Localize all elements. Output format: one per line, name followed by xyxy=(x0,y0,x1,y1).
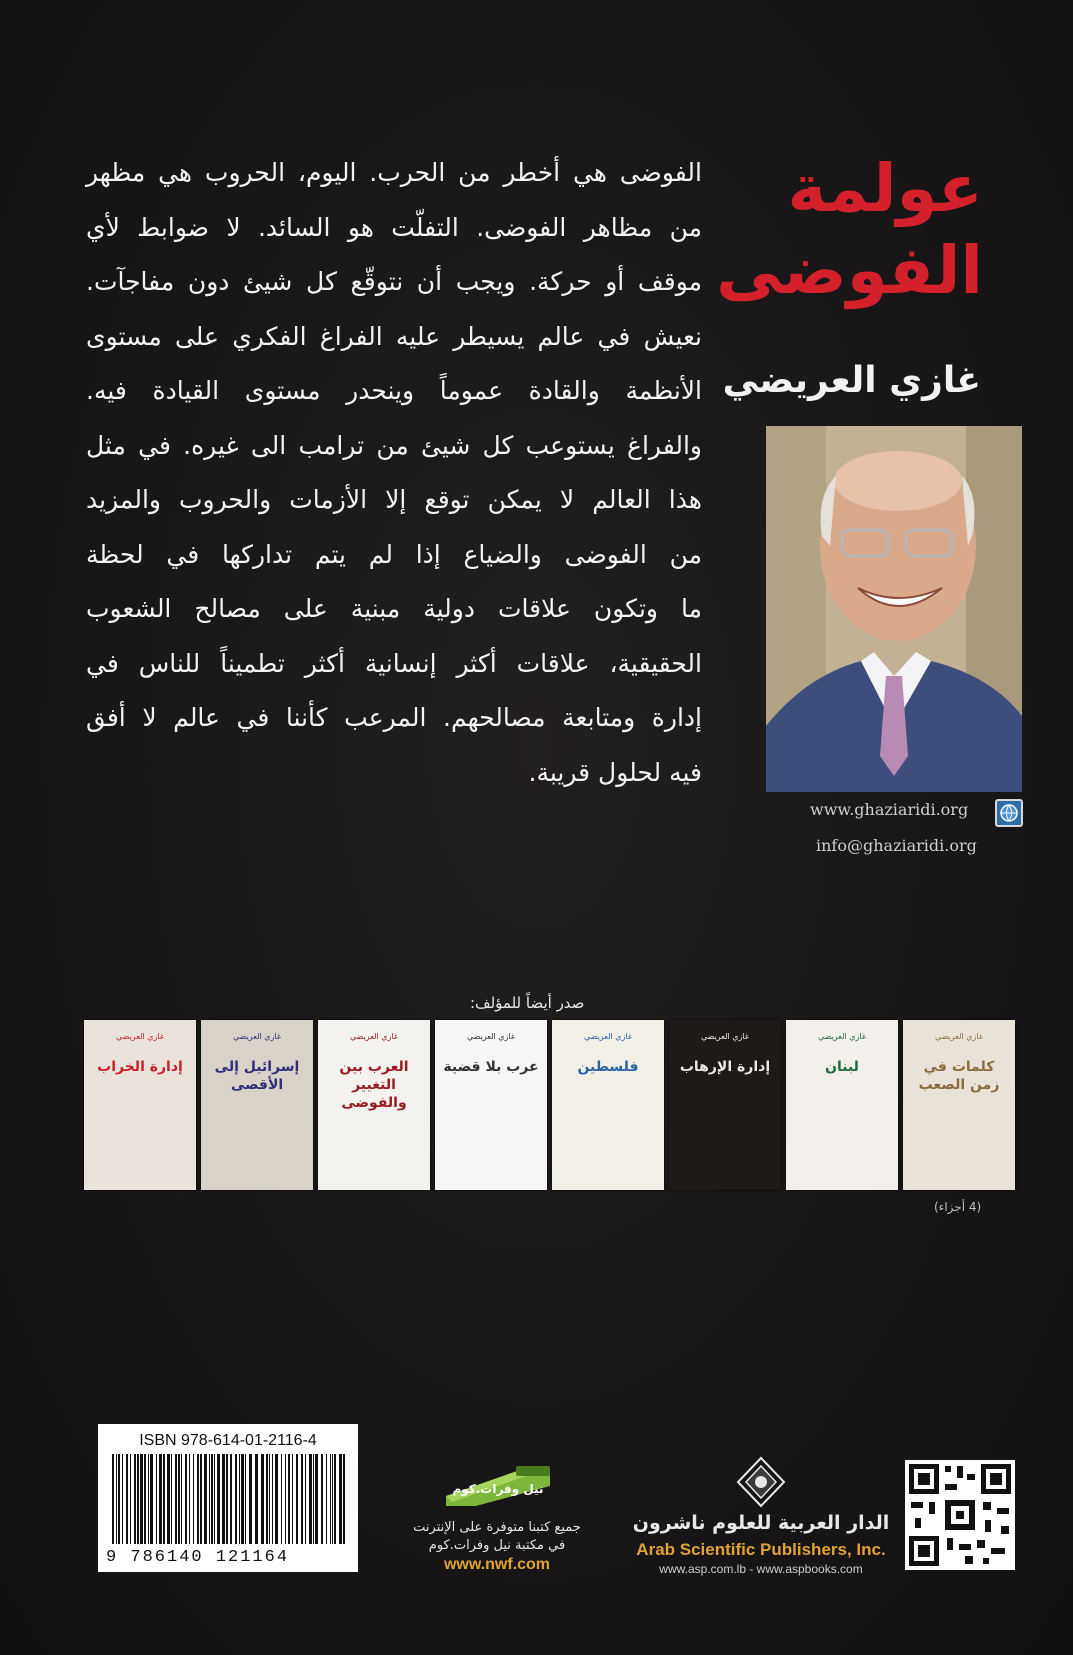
book-thumbnail xyxy=(318,1020,430,1190)
barcode-bar xyxy=(313,1454,314,1544)
nwf-logo-text: نيل وفرات.كوم xyxy=(452,1482,544,1496)
barcode-bar xyxy=(209,1454,210,1544)
barcode-bar xyxy=(326,1454,327,1544)
barcode-bar xyxy=(292,1454,293,1544)
barcode-bar xyxy=(204,1454,207,1544)
publisher-logo-icon xyxy=(736,1456,786,1510)
barcode-bar xyxy=(140,1454,143,1544)
also-by-author-books xyxy=(84,1020,1020,1190)
nwf-line-1: جميع كتبنا متوفرة على الإنترنت xyxy=(413,1520,581,1535)
barcode-bar xyxy=(269,1454,270,1544)
barcode-bar xyxy=(315,1454,318,1544)
book-title: عرب بلا قضية xyxy=(443,1059,539,1075)
qr-code-icon xyxy=(905,1460,1015,1570)
also-by-author-heading: صدر أيضاً للمؤلف: xyxy=(470,994,585,1012)
blurb-line: ما وتكون علاقات دولية مبنية على مصالح الشعوب xyxy=(86,594,702,623)
barcode-bar xyxy=(321,1454,323,1544)
barcode-bar xyxy=(150,1454,153,1544)
book-author: غازي العريضي xyxy=(115,1032,165,1041)
barcode-bar xyxy=(249,1454,252,1544)
barcode-bar xyxy=(330,1454,331,1544)
book-title: إدارة الإرهاب xyxy=(679,1059,771,1075)
author-portrait-illustration xyxy=(766,426,1022,792)
nwf-line-2: في مكتبة نيل وفرات.كوم xyxy=(428,1538,566,1553)
book-thumbnail xyxy=(435,1020,547,1190)
barcode-bar xyxy=(171,1454,172,1544)
barcode-bar xyxy=(130,1454,131,1544)
barcode-bar xyxy=(112,1454,114,1544)
barcode-bar xyxy=(181,1454,182,1544)
isbn-barcode xyxy=(98,1424,358,1572)
barcode-bar xyxy=(200,1454,202,1544)
barcode-bar xyxy=(226,1454,228,1544)
book-author: غازي العريضي xyxy=(583,1032,633,1041)
blurb-line: نعيش في عالم يسيطر عليه الفراغ الفكري على مستوى xyxy=(86,321,702,351)
barcode-bar xyxy=(285,1454,286,1544)
barcode-bar xyxy=(309,1454,312,1544)
barcode-bar xyxy=(122,1454,123,1544)
barcode-bar xyxy=(185,1454,187,1544)
book-title: لبنان xyxy=(825,1059,859,1075)
barcode-bar xyxy=(261,1454,264,1544)
book-thumbnail xyxy=(84,1020,196,1190)
barcode-bar xyxy=(156,1454,157,1544)
barcode-bar xyxy=(245,1454,246,1544)
book-title: فلسطين xyxy=(577,1059,639,1075)
author-photo xyxy=(766,426,1022,792)
barcode-bar xyxy=(178,1454,180,1544)
barcode-bar xyxy=(175,1454,177,1544)
barcode-bar xyxy=(288,1454,290,1544)
book-author: غازي العريضي xyxy=(817,1032,867,1041)
book-thumbnail xyxy=(669,1020,781,1190)
blurb-line: الأنظمة والقادة عموماً وينحدر مستوى القيادة فيه. xyxy=(86,376,702,405)
barcode-bar xyxy=(305,1454,306,1544)
barcode-bar xyxy=(275,1454,278,1544)
barcode-bar xyxy=(159,1454,162,1544)
book-thumbnail xyxy=(903,1020,1015,1190)
book-author: غازي العريضي xyxy=(232,1032,282,1041)
barcode-bar xyxy=(148,1454,149,1544)
qr-code xyxy=(905,1460,1015,1570)
book-title: العرب بين التغيير والفوضى xyxy=(339,1059,409,1111)
barcode-bar xyxy=(214,1454,215,1544)
publisher-name-english: Arab Scientific Publishers, Inc. xyxy=(636,1540,886,1559)
barcode-bar xyxy=(116,1454,117,1544)
blurb-line: والفراغ يستوعب كل شيئ من ترامب الى غيره. في مثل xyxy=(86,430,702,460)
blurb-line: موقف أو حركة. ويجب أن نتوقّع كل شيئ دون مفاجآت. xyxy=(86,267,702,296)
barcode-bar xyxy=(126,1454,128,1544)
globe-icon xyxy=(995,799,1023,827)
book-thumbnail xyxy=(552,1020,664,1190)
blurb-line: من مظاهر الفوضى. التفلّت هو السائد. لا ضوابط لأي xyxy=(86,212,702,242)
book-author: غازي العريضي xyxy=(466,1032,516,1041)
barcode-bar xyxy=(193,1454,194,1544)
barcode-bar xyxy=(301,1454,303,1544)
isbn-label: ISBN 978-614-01-2116-4 xyxy=(139,1432,317,1449)
barcode-bar xyxy=(343,1454,345,1544)
barcode-bar xyxy=(339,1454,342,1544)
blurb-text xyxy=(86,146,702,800)
blurb-line: الفوضى هي أخطر من الحرب. اليوم، الحروب هي مظهر xyxy=(86,158,702,187)
barcode-bar xyxy=(167,1454,170,1544)
barcode-bar xyxy=(272,1454,273,1544)
book-author: غازي العريضي xyxy=(934,1032,984,1041)
blurb-line: هذا العالم لا يمكن توقع إلا الأزمات والحروب والمزيد xyxy=(86,485,702,514)
blurb-line: فيه لحلول قريبة. xyxy=(528,757,702,787)
book-title-line-1: عولمة xyxy=(787,150,983,227)
publisher-urls[interactable]: www.asp.com.lb - www.aspbooks.com xyxy=(659,1562,863,1576)
blurb-line: الحقيقية، علاقات أكثر إنسانية أكثر تطميناً للناس في xyxy=(86,648,702,678)
barcode-bar xyxy=(217,1454,220,1544)
barcode-bar xyxy=(230,1454,232,1544)
nwf-url[interactable]: www.nwf.com xyxy=(443,1556,551,1573)
barcode-bar xyxy=(134,1454,136,1544)
barcode-bar xyxy=(296,1454,298,1544)
barcode-bar xyxy=(189,1454,190,1544)
barcode-bar xyxy=(332,1454,333,1544)
book-thumbnail xyxy=(201,1020,313,1190)
publisher-block xyxy=(630,1456,892,1576)
book-title: إسرائيل إلى الأقصى xyxy=(214,1059,300,1093)
barcode-bar xyxy=(197,1454,199,1544)
book-title: كلمات في زمن الصعب xyxy=(918,1059,1000,1093)
book-title xyxy=(716,148,983,312)
book-title: إدارة الخراب xyxy=(97,1059,183,1075)
barcode-bar xyxy=(211,1454,213,1544)
barcode-bar xyxy=(144,1454,146,1544)
author-website[interactable]: www.ghaziaridi.org xyxy=(810,800,969,819)
barcode-bar xyxy=(255,1454,258,1544)
barcode-bar xyxy=(235,1454,237,1544)
book-author: غازي العريضي xyxy=(700,1032,750,1041)
barcode-bar xyxy=(118,1454,120,1544)
blurb-line: من الفوضى والضياع إذا لم يتم تداركها في لحظة xyxy=(86,539,702,569)
barcode-bar xyxy=(163,1454,165,1544)
author-name: غازي العريضي xyxy=(722,360,981,401)
barcode-bar xyxy=(137,1454,139,1544)
book-title-line-2: الفوضى xyxy=(716,232,983,309)
author-email[interactable]: info@ghaziaridi.org xyxy=(816,836,977,855)
book-author: غازي العريضي xyxy=(349,1032,399,1041)
barcode-bar xyxy=(281,1454,282,1544)
barcode-digits: 9 786140 121164 xyxy=(106,1548,290,1567)
publisher-name-arabic: الدار العربية للعلوم ناشرون xyxy=(632,1512,890,1534)
book-thumbnail xyxy=(786,1020,898,1190)
barcode-bar xyxy=(334,1454,336,1544)
barcode-bar xyxy=(241,1454,244,1544)
parts-note: (4 أجزاء) xyxy=(934,1200,982,1214)
blurb-line: إدارة ومتابعة مصالحهم. المرعب كأننا في عالم لا أفق xyxy=(86,703,702,732)
barcode-bar xyxy=(222,1454,225,1544)
nwf-block xyxy=(392,1456,602,1576)
barcode-bar xyxy=(266,1454,268,1544)
barcode-bar xyxy=(239,1454,240,1544)
barcode-bars xyxy=(98,1454,358,1550)
